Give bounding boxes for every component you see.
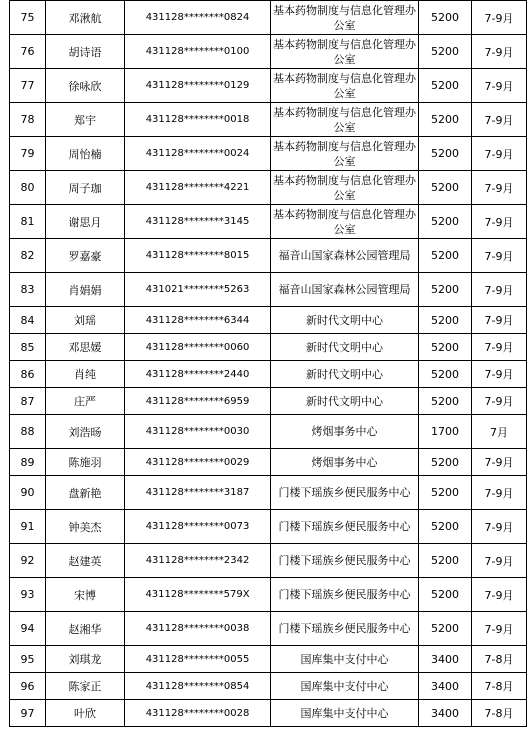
- table-row: [10, 544, 527, 578]
- table-row: [10, 103, 527, 137]
- subsidy-amount: 5200: [419, 273, 472, 307]
- id-number: 431128********0060: [125, 334, 271, 361]
- roster-table-body: [10, 1, 527, 727]
- work-unit: 国库集中支付中心: [271, 700, 419, 727]
- table-row: [10, 510, 527, 544]
- person-name: 钟美杰: [46, 510, 125, 544]
- id-number: 431128********6344: [125, 307, 271, 334]
- table-row: [10, 273, 527, 307]
- subsidy-period: 7-8月: [472, 646, 527, 673]
- row-number: 89: [10, 449, 46, 476]
- person-name: 周怡楠: [46, 137, 125, 171]
- table-row: [10, 35, 527, 69]
- subsidy-amount: 5200: [419, 510, 472, 544]
- work-unit: 国库集中支付中心: [271, 646, 419, 673]
- id-number: 431128********0073: [125, 510, 271, 544]
- subsidy-amount: 3400: [419, 700, 472, 727]
- work-unit: 基本药物制度与信息化管理办公室: [271, 137, 419, 171]
- person-name: 赵建英: [46, 544, 125, 578]
- person-name: 庄严: [46, 388, 125, 415]
- row-number: 86: [10, 361, 46, 388]
- table-row: [10, 388, 527, 415]
- table-row: [10, 361, 527, 388]
- id-number: 431128********0854: [125, 673, 271, 700]
- table-row: [10, 700, 527, 727]
- table-row: [10, 1, 527, 35]
- subsidy-amount: 5200: [419, 544, 472, 578]
- subsidy-amount: 3400: [419, 646, 472, 673]
- table-row: [10, 415, 527, 449]
- id-number: 431128********8015: [125, 239, 271, 273]
- id-number: 431128********6959: [125, 388, 271, 415]
- row-number: 93: [10, 578, 46, 612]
- work-unit: 福音山国家森林公园管理局: [271, 239, 419, 273]
- subsidy-period: 7-9月: [472, 476, 527, 510]
- row-number: 81: [10, 205, 46, 239]
- subsidy-period: 7-9月: [472, 35, 527, 69]
- person-name: 赵湘华: [46, 612, 125, 646]
- subsidy-period: 7-9月: [472, 273, 527, 307]
- subsidy-period: 7-9月: [472, 137, 527, 171]
- subsidy-period: 7-9月: [472, 205, 527, 239]
- id-number: 431128********0030: [125, 415, 271, 449]
- work-unit: 新时代文明中心: [271, 361, 419, 388]
- work-unit: 烤烟事务中心: [271, 449, 419, 476]
- work-unit: 福音山国家森林公园管理局: [271, 273, 419, 307]
- subsidy-period: 7-9月: [472, 510, 527, 544]
- table-row: [10, 69, 527, 103]
- work-unit: 基本药物制度与信息化管理办公室: [271, 69, 419, 103]
- work-unit: 门楼下瑶族乡便民服务中心: [271, 476, 419, 510]
- id-number: 431128********2440: [125, 361, 271, 388]
- subsidy-amount: 5200: [419, 476, 472, 510]
- person-name: 刘浩旸: [46, 415, 125, 449]
- row-number: 79: [10, 137, 46, 171]
- table-row: [10, 334, 527, 361]
- work-unit: 新时代文明中心: [271, 334, 419, 361]
- id-number: 431128********0024: [125, 137, 271, 171]
- row-number: 77: [10, 69, 46, 103]
- person-name: 盘新艳: [46, 476, 125, 510]
- work-unit: 新时代文明中心: [271, 388, 419, 415]
- subsidy-period: 7-9月: [472, 449, 527, 476]
- subsidy-amount: 5200: [419, 334, 472, 361]
- table-row: [10, 137, 527, 171]
- id-number: 431128********0824: [125, 1, 271, 35]
- row-number: 88: [10, 415, 46, 449]
- row-number: 90: [10, 476, 46, 510]
- row-number: 78: [10, 103, 46, 137]
- subsidy-amount: 5200: [419, 612, 472, 646]
- subsidy-amount: 5200: [419, 361, 472, 388]
- work-unit: 新时代文明中心: [271, 307, 419, 334]
- table-row: [10, 646, 527, 673]
- person-name: 邓思媛: [46, 334, 125, 361]
- subsidy-amount: 5200: [419, 388, 472, 415]
- id-number: 431128********0028: [125, 700, 271, 727]
- subsidy-period: 7-9月: [472, 544, 527, 578]
- subsidy-period: 7-9月: [472, 69, 527, 103]
- subsidy-amount: 5200: [419, 35, 472, 69]
- row-number: 80: [10, 171, 46, 205]
- subsidy-amount: 3400: [419, 673, 472, 700]
- person-name: 胡诗语: [46, 35, 125, 69]
- table-row: [10, 612, 527, 646]
- table-row: [10, 673, 527, 700]
- subsidy-amount: 1700: [419, 415, 472, 449]
- subsidy-amount: 5200: [419, 239, 472, 273]
- id-number: 431128********0029: [125, 449, 271, 476]
- person-name: 刘瑶: [46, 307, 125, 334]
- subsidy-amount: 5200: [419, 69, 472, 103]
- id-number: 431128********0055: [125, 646, 271, 673]
- person-name: 肖纯: [46, 361, 125, 388]
- work-unit: 门楼下瑶族乡便民服务中心: [271, 612, 419, 646]
- row-number: 85: [10, 334, 46, 361]
- work-unit: 国库集中支付中心: [271, 673, 419, 700]
- subsidy-period: 7-9月: [472, 103, 527, 137]
- subsidy-amount: 5200: [419, 578, 472, 612]
- id-number: 431128********579X: [125, 578, 271, 612]
- id-number: 431128********0018: [125, 103, 271, 137]
- id-number: 431128********0129: [125, 69, 271, 103]
- table-row: [10, 239, 527, 273]
- person-name: 宋博: [46, 578, 125, 612]
- table-row: [10, 476, 527, 510]
- row-number: 83: [10, 273, 46, 307]
- subsidy-period: 7-9月: [472, 1, 527, 35]
- subsidy-amount: 5200: [419, 103, 472, 137]
- row-number: 82: [10, 239, 46, 273]
- row-number: 76: [10, 35, 46, 69]
- person-name: 陈施羽: [46, 449, 125, 476]
- work-unit: 基本药物制度与信息化管理办公室: [271, 35, 419, 69]
- table-row: [10, 171, 527, 205]
- subsidy-period: 7-8月: [472, 700, 527, 727]
- subsidy-period: 7-9月: [472, 578, 527, 612]
- table-row: [10, 449, 527, 476]
- row-number: 94: [10, 612, 46, 646]
- subsidy-period: 7-9月: [472, 171, 527, 205]
- person-name: 谢思月: [46, 205, 125, 239]
- person-name: 周子珈: [46, 171, 125, 205]
- person-name: 肖娟娟: [46, 273, 125, 307]
- work-unit: 烤烟事务中心: [271, 415, 419, 449]
- subsidy-period: 7-9月: [472, 307, 527, 334]
- person-name: 郑宇: [46, 103, 125, 137]
- id-number: 431128********4221: [125, 171, 271, 205]
- person-name: 徐咏欣: [46, 69, 125, 103]
- row-number: 84: [10, 307, 46, 334]
- row-number: 92: [10, 544, 46, 578]
- subsidy-amount: 5200: [419, 205, 472, 239]
- subsidy-amount: 5200: [419, 137, 472, 171]
- id-number: 431128********3145: [125, 205, 271, 239]
- id-number: 431021********5263: [125, 273, 271, 307]
- roster-table-container: [9, 0, 526, 727]
- row-number: 91: [10, 510, 46, 544]
- person-name: 邓湫航: [46, 1, 125, 35]
- subsidy-period: 7-9月: [472, 612, 527, 646]
- subsidy-period: 7-9月: [472, 334, 527, 361]
- subsidy-amount: 5200: [419, 449, 472, 476]
- person-name: 叶欣: [46, 700, 125, 727]
- subsidy-period: 7-9月: [472, 361, 527, 388]
- subsidy-amount: 5200: [419, 307, 472, 334]
- table-row: [10, 578, 527, 612]
- work-unit: 门楼下瑶族乡便民服务中心: [271, 578, 419, 612]
- subsidy-amount: 5200: [419, 1, 472, 35]
- person-name: 刘琪龙: [46, 646, 125, 673]
- work-unit: 门楼下瑶族乡便民服务中心: [271, 544, 419, 578]
- id-number: 431128********2342: [125, 544, 271, 578]
- person-name: 罗嘉豪: [46, 239, 125, 273]
- row-number: 75: [10, 1, 46, 35]
- work-unit: 基本药物制度与信息化管理办公室: [271, 1, 419, 35]
- table-row: [10, 205, 527, 239]
- subsidy-amount: 5200: [419, 171, 472, 205]
- id-number: 431128********3187: [125, 476, 271, 510]
- subsidy-period: 7月: [472, 415, 527, 449]
- roster-table: [9, 0, 527, 727]
- id-number: 431128********0038: [125, 612, 271, 646]
- work-unit: 基本药物制度与信息化管理办公室: [271, 171, 419, 205]
- work-unit: 基本药物制度与信息化管理办公室: [271, 103, 419, 137]
- subsidy-period: 7-9月: [472, 239, 527, 273]
- work-unit: 基本药物制度与信息化管理办公室: [271, 205, 419, 239]
- subsidy-period: 7-8月: [472, 673, 527, 700]
- table-row: [10, 307, 527, 334]
- work-unit: 门楼下瑶族乡便民服务中心: [271, 510, 419, 544]
- row-number: 95: [10, 646, 46, 673]
- person-name: 陈家正: [46, 673, 125, 700]
- row-number: 96: [10, 673, 46, 700]
- row-number: 87: [10, 388, 46, 415]
- row-number: 97: [10, 700, 46, 727]
- subsidy-period: 7-9月: [472, 388, 527, 415]
- id-number: 431128********0100: [125, 35, 271, 69]
